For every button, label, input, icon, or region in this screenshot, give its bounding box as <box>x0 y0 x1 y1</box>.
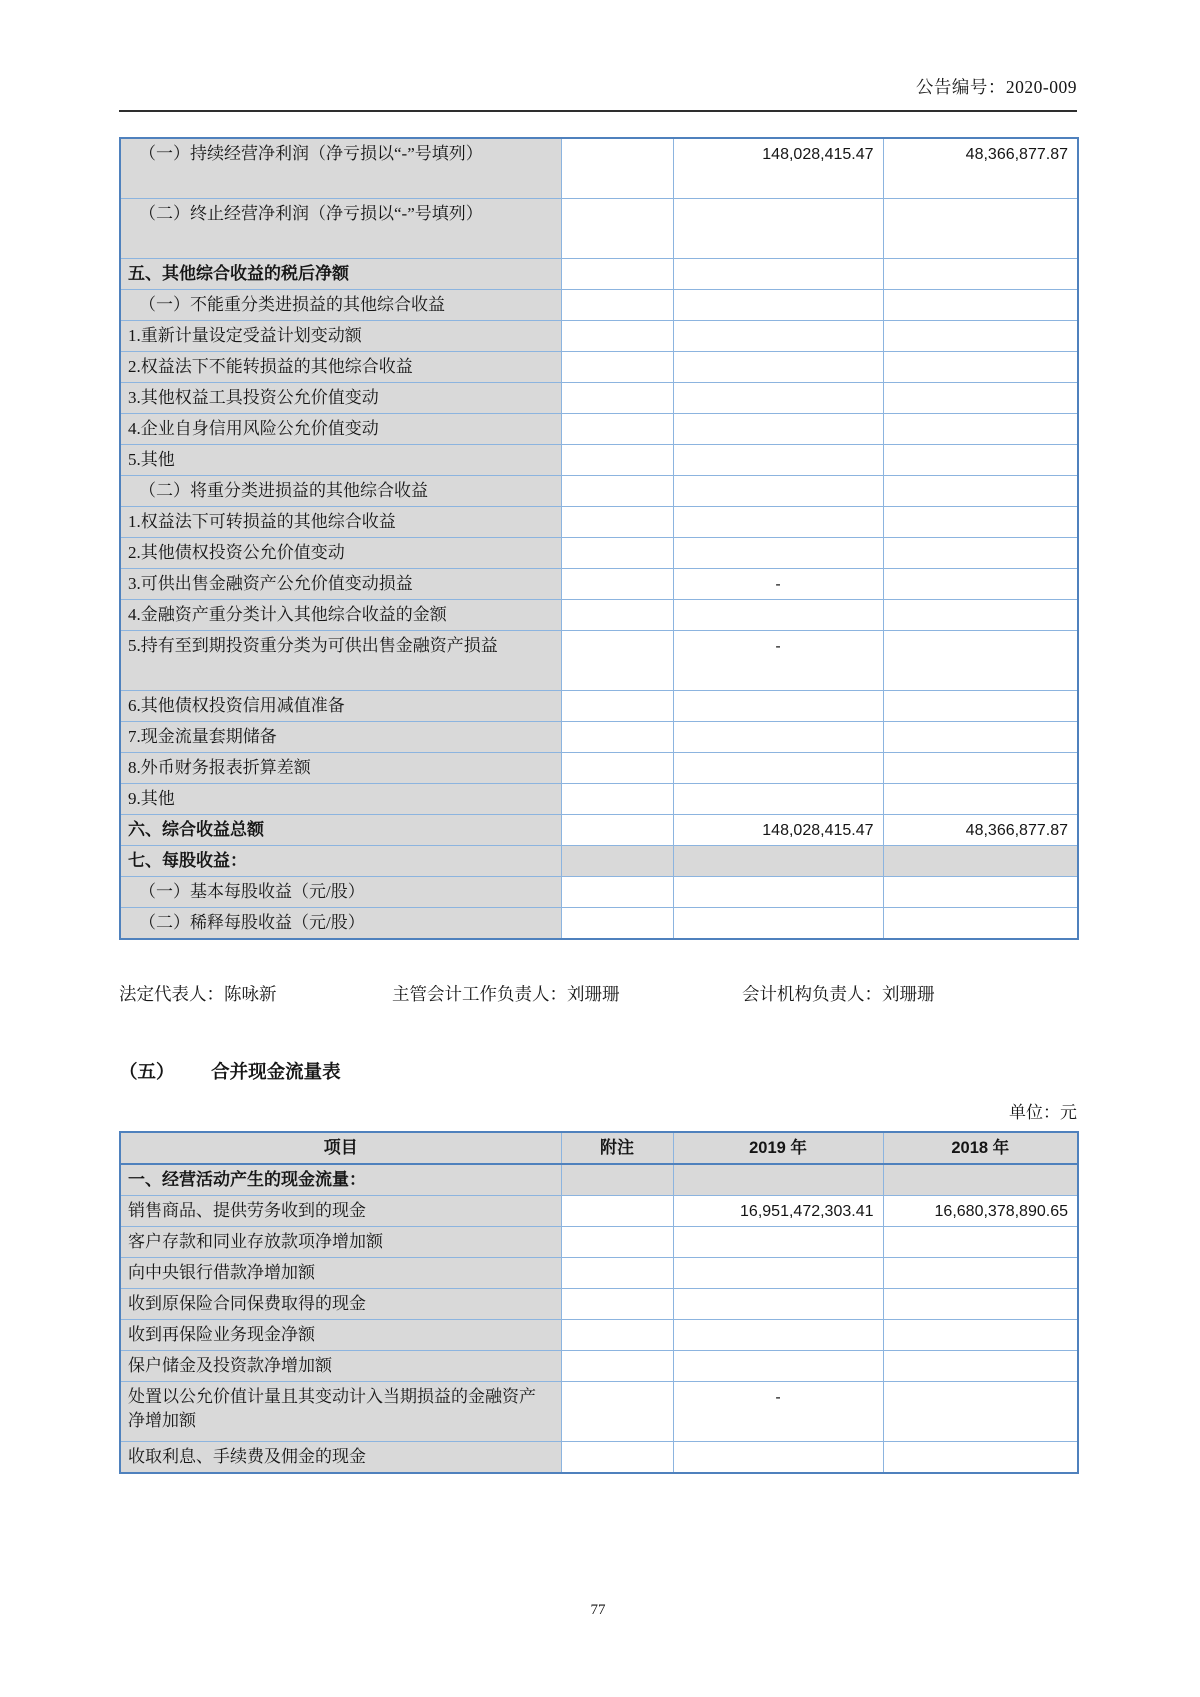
table-row <box>120 1195 1078 1226</box>
note-cell <box>561 752 673 783</box>
value-2019-cell <box>673 413 883 444</box>
table-row <box>120 1164 1078 1196</box>
value-2019-cell <box>673 475 883 506</box>
note-cell <box>561 814 673 845</box>
value-2019-cell: - <box>673 1381 883 1441</box>
income-statement-table-body <box>120 138 1078 939</box>
value-2018-cell <box>883 1226 1078 1257</box>
item-cell: 5.持有至到期投资重分类为可供出售金融资产损益 <box>120 630 561 690</box>
signature-chief-accounting-officer: 主管会计工作负责人：刘珊珊 <box>392 983 620 1004</box>
value-2019-cell <box>673 752 883 783</box>
note-cell <box>561 475 673 506</box>
value-2019-cell: 148,028,415.47 <box>673 814 883 845</box>
table-row <box>120 351 1078 382</box>
table-row <box>120 783 1078 814</box>
item-cell: 6.其他债权投资信用减值准备 <box>120 690 561 721</box>
note-cell <box>561 1350 673 1381</box>
value-2018-cell <box>883 783 1078 814</box>
table-row <box>120 630 1078 690</box>
value-2018-cell <box>883 1288 1078 1319</box>
item-cell: 8.外币财务报表折算差额 <box>120 752 561 783</box>
table-row <box>120 138 1078 198</box>
table-row <box>120 1381 1078 1441</box>
item-cell: 收取利息、手续费及佣金的现金 <box>120 1441 561 1473</box>
table-row <box>120 721 1078 752</box>
table-row <box>120 537 1078 568</box>
item-cell: （一）基本每股收益（元/股） <box>120 876 561 907</box>
item-cell: 五、其他综合收益的税后净额 <box>120 258 561 289</box>
note-cell <box>561 444 673 475</box>
column-header-note: 附注 <box>561 1132 673 1164</box>
note-cell <box>561 1441 673 1473</box>
value-2019-cell <box>673 382 883 413</box>
value-2019-cell <box>673 258 883 289</box>
value-2019-cell <box>673 783 883 814</box>
value-2018-cell: 48,366,877.87 <box>883 814 1078 845</box>
section-heading <box>119 1060 1077 1086</box>
value-2019-cell <box>673 537 883 568</box>
value-2018-cell <box>883 1441 1078 1473</box>
table-row <box>120 1226 1078 1257</box>
table-row <box>120 475 1078 506</box>
value-2018-cell <box>883 475 1078 506</box>
value-2019-cell <box>673 1350 883 1381</box>
table-row <box>120 1257 1078 1288</box>
note-cell <box>561 599 673 630</box>
item-cell: 2.其他债权投资公允价值变动 <box>120 537 561 568</box>
value-2018-cell <box>883 690 1078 721</box>
header-divider <box>119 110 1077 112</box>
unit-label: 单位：元 <box>1009 1102 1077 1122</box>
value-2018-cell <box>883 444 1078 475</box>
section-number: （五） <box>119 1062 175 1083</box>
note-cell <box>561 783 673 814</box>
value-2019-cell <box>673 351 883 382</box>
note-cell <box>561 1226 673 1257</box>
value-2019-cell <box>673 1257 883 1288</box>
note-cell <box>561 845 673 876</box>
table-row <box>120 599 1078 630</box>
notice-number: 公告编号：2020-009 <box>915 77 1077 97</box>
item-cell: 六、综合收益总额 <box>120 814 561 845</box>
note-cell <box>561 876 673 907</box>
page-number: 77 <box>590 1601 606 1618</box>
item-cell: 3.可供出售金融资产公允价值变动损益 <box>120 568 561 599</box>
note-cell <box>561 1164 673 1196</box>
value-2018-cell <box>883 382 1078 413</box>
note-cell <box>561 568 673 599</box>
item-cell: 7.现金流量套期储备 <box>120 721 561 752</box>
item-cell: 销售商品、提供劳务收到的现金 <box>120 1195 561 1226</box>
value-2019-cell <box>673 845 883 876</box>
value-2019-cell <box>673 289 883 320</box>
signature-accounting-department-head: 会计机构负责人：刘珊珊 <box>742 983 935 1004</box>
value-2019-cell: 148,028,415.47 <box>673 138 883 198</box>
table-row <box>120 845 1078 876</box>
value-2019-cell <box>673 320 883 351</box>
value-2018-cell <box>883 537 1078 568</box>
item-cell: 向中央银行借款净增加额 <box>120 1257 561 1288</box>
item-cell: （二）终止经营净利润（净亏损以“-”号填列） <box>120 198 561 258</box>
column-header-2019: 2019 年 <box>673 1132 883 1164</box>
value-2018-cell <box>883 320 1078 351</box>
value-2018-cell <box>883 351 1078 382</box>
item-cell: 1.权益法下可转损益的其他综合收益 <box>120 506 561 537</box>
item-cell: 一、经营活动产生的现金流量： <box>120 1164 561 1196</box>
note-cell <box>561 1288 673 1319</box>
item-cell: 3.其他权益工具投资公允价值变动 <box>120 382 561 413</box>
item-cell: （一）持续经营净利润（净亏损以“-”号填列） <box>120 138 561 198</box>
item-cell: （二）将重分类进损益的其他综合收益 <box>120 475 561 506</box>
table-row <box>120 289 1078 320</box>
note-cell <box>561 1319 673 1350</box>
value-2019-cell <box>673 907 883 939</box>
note-cell <box>561 413 673 444</box>
item-cell: 收到再保险业务现金净额 <box>120 1319 561 1350</box>
table-row <box>120 1441 1078 1473</box>
table-row <box>120 1319 1078 1350</box>
value-2019-cell <box>673 1288 883 1319</box>
cashflow-table <box>119 1131 1079 1474</box>
note-cell <box>561 198 673 258</box>
value-2018-cell <box>883 1257 1078 1288</box>
note-cell <box>561 351 673 382</box>
value-2018-cell <box>883 1164 1078 1196</box>
value-2018-cell: 16,680,378,890.65 <box>883 1195 1078 1226</box>
table-row <box>120 258 1078 289</box>
item-cell: 2.权益法下不能转损益的其他综合收益 <box>120 351 561 382</box>
value-2019-cell: - <box>673 568 883 599</box>
section-title: 合并现金流量表 <box>211 1062 341 1083</box>
value-2018-cell <box>883 506 1078 537</box>
value-2018-cell <box>883 1319 1078 1350</box>
value-2018-cell <box>883 289 1078 320</box>
table-row <box>120 198 1078 258</box>
signature-line <box>119 982 1077 1006</box>
value-2018-cell <box>883 568 1078 599</box>
value-2019-cell <box>673 1319 883 1350</box>
income-statement-table <box>119 137 1079 940</box>
table-header-row <box>120 1132 1078 1164</box>
table-row <box>120 568 1078 599</box>
note-cell <box>561 320 673 351</box>
value-2019-cell: - <box>673 630 883 690</box>
value-2019-cell <box>673 444 883 475</box>
note-cell <box>561 138 673 198</box>
value-2018-cell <box>883 630 1078 690</box>
value-2018-cell <box>883 198 1078 258</box>
item-cell: 保户储金及投资款净增加额 <box>120 1350 561 1381</box>
value-2019-cell <box>673 721 883 752</box>
value-2019-cell <box>673 690 883 721</box>
table-row <box>120 1288 1078 1319</box>
table-row <box>120 690 1078 721</box>
value-2018-cell <box>883 599 1078 630</box>
value-2019-cell: 16,951,472,303.41 <box>673 1195 883 1226</box>
note-cell <box>561 1257 673 1288</box>
table-row <box>120 876 1078 907</box>
value-2018-cell <box>883 721 1078 752</box>
item-cell: 七、每股收益： <box>120 845 561 876</box>
note-cell <box>561 382 673 413</box>
item-cell: 处置以公允价值计量且其变动计入当期损益的金融资产净增加额 <box>120 1381 561 1441</box>
value-2018-cell <box>883 1381 1078 1441</box>
table-row <box>120 907 1078 939</box>
note-cell <box>561 537 673 568</box>
note-cell <box>561 289 673 320</box>
item-cell: 客户存款和同业存放款项净增加额 <box>120 1226 561 1257</box>
note-cell <box>561 1195 673 1226</box>
table-row <box>120 444 1078 475</box>
value-2019-cell <box>673 599 883 630</box>
value-2018-cell <box>883 258 1078 289</box>
item-cell: （二）稀释每股收益（元/股） <box>120 907 561 939</box>
note-cell <box>561 907 673 939</box>
note-cell <box>561 258 673 289</box>
note-cell <box>561 630 673 690</box>
value-2018-cell <box>883 752 1078 783</box>
table-row <box>120 413 1078 444</box>
table-row <box>120 506 1078 537</box>
value-2018-cell <box>883 907 1078 939</box>
table-row <box>120 1350 1078 1381</box>
item-cell: 4.金融资产重分类计入其他综合收益的金额 <box>120 599 561 630</box>
item-cell: 5.其他 <box>120 444 561 475</box>
value-2018-cell: 48,366,877.87 <box>883 138 1078 198</box>
value-2018-cell <box>883 845 1078 876</box>
column-header-2018: 2018 年 <box>883 1132 1078 1164</box>
signature-legal-representative: 法定代表人：陈咏新 <box>119 983 277 1004</box>
table-row <box>120 382 1078 413</box>
item-cell: 4.企业自身信用风险公允价值变动 <box>120 413 561 444</box>
item-cell: 1.重新计量设定受益计划变动额 <box>120 320 561 351</box>
table-row <box>120 752 1078 783</box>
item-cell: （一）不能重分类进损益的其他综合收益 <box>120 289 561 320</box>
value-2019-cell <box>673 198 883 258</box>
table-row <box>120 320 1078 351</box>
note-cell <box>561 721 673 752</box>
value-2019-cell <box>673 506 883 537</box>
item-cell: 9.其他 <box>120 783 561 814</box>
value-2018-cell <box>883 876 1078 907</box>
value-2018-cell <box>883 1350 1078 1381</box>
value-2019-cell <box>673 1441 883 1473</box>
note-cell <box>561 1381 673 1441</box>
note-cell <box>561 506 673 537</box>
table-row <box>120 814 1078 845</box>
cashflow-table-body <box>120 1164 1078 1473</box>
value-2018-cell <box>883 413 1078 444</box>
note-cell <box>561 690 673 721</box>
column-header-item: 项目 <box>120 1132 561 1164</box>
item-cell: 收到原保险合同保费取得的现金 <box>120 1288 561 1319</box>
value-2019-cell <box>673 1226 883 1257</box>
value-2019-cell <box>673 1164 883 1196</box>
value-2019-cell <box>673 876 883 907</box>
